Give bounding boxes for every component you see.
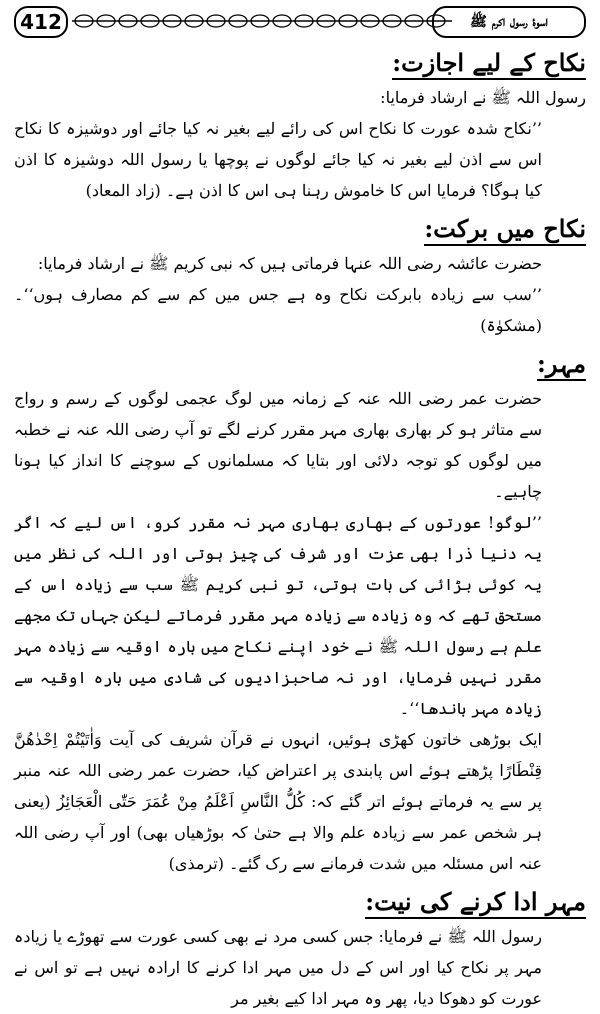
paragraph: ’’لوگو! عورتوں کے بھاری بھاری مہر نہ مقرر کرو، اس لیے کہ اگر یہ دنیا ذرا بھی عزت اور شرف کی چیز ہوتی اور اللہ کی نظر میں یہ کوئی بڑائی کی بات ہوتی، تو نبی کریم ﷺ سب سے زیادہ اس کے مستحق تھے کہ وہ زیادہ سے زیادہ مہر مقرر فرماتے لیکن جہاں تک مجھے علم ہے رسول اللہ ﷺ نے خود اپنے نکاح میں بارہ اوقیہ سے زیادہ مہر مقرر نہیں فرمایا، اور نہ صاحبزادیوں کی شادی میں بارہ اوقیہ سے زیادہ مہر باندھا‘‘۔ bbox=[14, 513, 542, 718]
section-heading: نکاح میں برکت: bbox=[14, 210, 586, 248]
paragraph: حضرت عمر رضی اللہ عنہ کے زمانہ میں لوگ عجمی لوگوں کے رسم و رواج سے متاثر ہو کر بھاری بھاری مہر مقرر کرنے لگے تو آپ رضی اللہ عنہ نے خطبہ میں لوگوں کو توجہ دلائی اور بتایا کہ مسلمانوں کے سوچنے کا انداز کیا ہونا چاہیے۔ bbox=[14, 389, 543, 501]
page-number: 412 bbox=[14, 6, 68, 38]
section-heading: مہر ادا کرنے کی نیت: bbox=[14, 883, 586, 921]
paragraph: ’’نکاح شدہ عورت کا نکاح اس کی رائے لیے بغیر نہ کیا جائے اور دوشیزہ کا نکاح اس سے اذن لیے بغیر نہ کیا جائے لوگوں نے پوچھا یا رسول اللہ دوشیزہ کا اذن کیا ہوگا؟ فرمایا اس کا خاموش رہنا ہی اس کا اذن ہے۔ (زاد المعاد) bbox=[14, 119, 542, 200]
decorative-border-ornament bbox=[72, 10, 452, 32]
section-heading: مہر: bbox=[14, 345, 586, 383]
paragraph: رسول اللہ ﷺ نے ارشاد فرمایا: bbox=[380, 88, 586, 107]
paragraph: رسول اللہ ﷺ نے فرمایا: جس کسی مرد نے بھی کسی عورت سے تھوڑے یا زیادہ مہر پر نکاح کیا اور اس کے دل میں مہر ادا کرنے کا ارادہ نہیں ہے تو اس نے عورت کو دھوکا دیا، پھر وہ مہر ادا کیے بغیر مر bbox=[14, 927, 542, 1008]
page-header bbox=[14, 6, 586, 36]
paragraph: ’’سب سے زیادہ بابرکت نکاح وہ ہے جس میں کم سے کم مصارف ہوں‘‘۔ (مشکوٰۃ) bbox=[14, 285, 542, 335]
section-heading: نکاح کے لیے اجازت: bbox=[14, 44, 586, 82]
page-content bbox=[14, 44, 586, 1008]
running-title: اسوۂ رسول اکرم ﷺ bbox=[432, 6, 586, 38]
paragraph: ایک بوڑھی خاتون کھڑی ہوئیں، انہوں نے قرآن شریف کی آیت وَاٰتَیْتُمْ اِحْدٰھُنَّ قِنْطَارًا پڑھتے ہوئے اس پابندی پر اعتراض کیا، حضرت عمر رضی اللہ عنہ منبر پر سے یہ فرماتے ہوئے اتر گئے کہ: کُلُّ النَّاسِ اَعْلَمُ مِنْ عُمَرَ حَتّٰی الْعَجَائِزُ (یعنی ہر شخص عمر سے زیادہ علم والا ہے حتیٰ کہ بوڑھیاں بھی) اور آپ رضی اللہ عنہ اس مسئلہ میں شدت فرمانے سے رک گئے۔ (ترمذی) bbox=[14, 730, 543, 873]
paragraph: حضرت عائشہ رضی اللہ عنہا فرماتی ہیں کہ نبی کریم ﷺ نے ارشاد فرمایا: bbox=[37, 254, 542, 273]
